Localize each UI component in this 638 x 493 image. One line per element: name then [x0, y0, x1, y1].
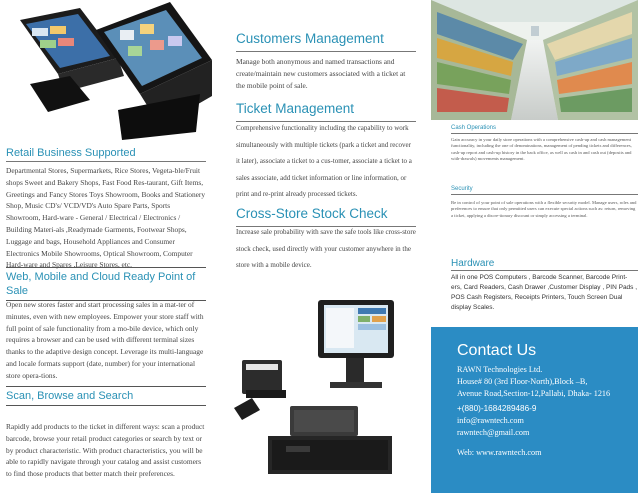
scan-text: Rapidly add products to the ticket in different ways: scan a product barcode, browse your retail product categories or search by text or by product characteristic. With product characteristics, you will be able to rapidly navigate through your catalog and assist customers to find those products that better match their preferences.: [6, 422, 205, 479]
cash-rule: [451, 133, 638, 134]
pos-system-image: [234, 286, 424, 493]
contact-title: Contact Us: [457, 342, 537, 359]
website: Web: www.rawntech.com: [457, 447, 542, 457]
company-name: RAWN Technologies Ltd.: [457, 365, 543, 374]
crossstore-heading: Cross-Store Stock Check: [236, 205, 416, 227]
retail-heading: Retail Business Supported: [6, 147, 136, 159]
customers-heading: Customers Management: [236, 30, 416, 52]
store-aisle-image: [431, 0, 638, 120]
left-panel: [0, 0, 212, 493]
contact-us-box: [431, 327, 638, 493]
hardware-text: All in one POS Computers , Barcode Scanner, Barcode Print-ers, Card Readers, Cash Drawer ,Customer Display , PIN Pads , POS Cash Registers, Receipts Printers, Touch Screen Dual display Scales.: [451, 274, 638, 311]
phone-number: +(880)-1684289486-9: [457, 404, 537, 414]
hardware-heading: Hardware: [451, 258, 495, 269]
web-mobile-text: Open new stores faster and start processing sales in a mat-ter of minutes, even with new employees. Empower your store staff with full point of sale functionality from a mo-bile device, which only requires a browser and can be used with different terminal sizes thanks to the adaptive design concept. Leverage its multi-language and locale formats support (date, number) for your international store opera-tions.: [6, 300, 204, 380]
retail-rule: [6, 161, 206, 162]
cash-operations-heading: Cash Operations: [451, 125, 497, 131]
security-rule: [451, 194, 638, 195]
address-line-1: House# 80 (3rd Floor-North),Block –B,: [457, 376, 588, 386]
scan-heading: Scan, Browse and Search: [6, 386, 206, 406]
right-panel: [425, 0, 638, 493]
address-line-2: Avenue Road,Section-12,Pallabi, Dhaka- 1216: [457, 388, 611, 398]
ticket-text: Comprehensive functionality including the capability to work simultaneously with multiple tickets (park a ticket and recover it later), associate a ticket to a cus-tomer, associate a ticket to a sales associate, add ticket information or line information, or print and re-print already processed tickets.: [236, 124, 412, 198]
hardware-rule: [451, 270, 638, 271]
web-mobile-heading: Web, Mobile and Cloud Ready Point of Sale: [6, 267, 206, 301]
cash-operations-text: Gain accuracy in your daily store operations with a comprehensive cash-up and cash management functionality, including the one of denominations, management of pending tickets and differences, cash-up report and cash-up history in the back office, as well as cash in and cash out (deposits and with-drawals) movements management.: [451, 137, 632, 161]
security-heading: Security: [451, 186, 473, 192]
email-info: info@rawntech.com: [457, 416, 524, 426]
security-text: Be in control of your point of sale operations with a flexible security model. Manage users, roles and preferences to ensure that only permitted users can execute special actions such as: return, removing a ticket, applying a discre-tionary discount or simply accessing a terminal.: [451, 200, 637, 218]
middle-panel: [212, 0, 425, 493]
retail-text: Departmental Stores, Supermarkets, Rice Stores, Vegeta-ble/Fruit shops Sweet and Bakery Shops, Fast Food Res-taurant, Gift Items, Greetings and Fancy Stores Toys Showroom, Books and Stationery Shop, Music CD's/ VCD/VD's Auto Spare Parts, Sports Showroom, Hard-ware - General / Electrical / Electronics / Building Materi-als ,Readymade Garments, Footwear Shops, Luggage and bags, Household Appliances and Consumer Electronics Mobile Showrooms, Optical Showroom, Computer Hard-ware and Spares ,Leisure Stores, etc.: [6, 166, 206, 270]
ticket-heading: Ticket Management: [236, 100, 416, 122]
pos-terminal-image: [0, 0, 212, 142]
crossstore-text: Increase sale probability with save the safe tools like cross-store stock check, used directly with your customer anywhere in the store with a mobile device.: [236, 228, 416, 269]
email-gmail: rawntech@gmail.com: [457, 428, 530, 438]
customers-text: Manage both anonymous and named transactions and create/maintain new customers associated with a ticket at the mobile point of sale.: [236, 57, 406, 90]
